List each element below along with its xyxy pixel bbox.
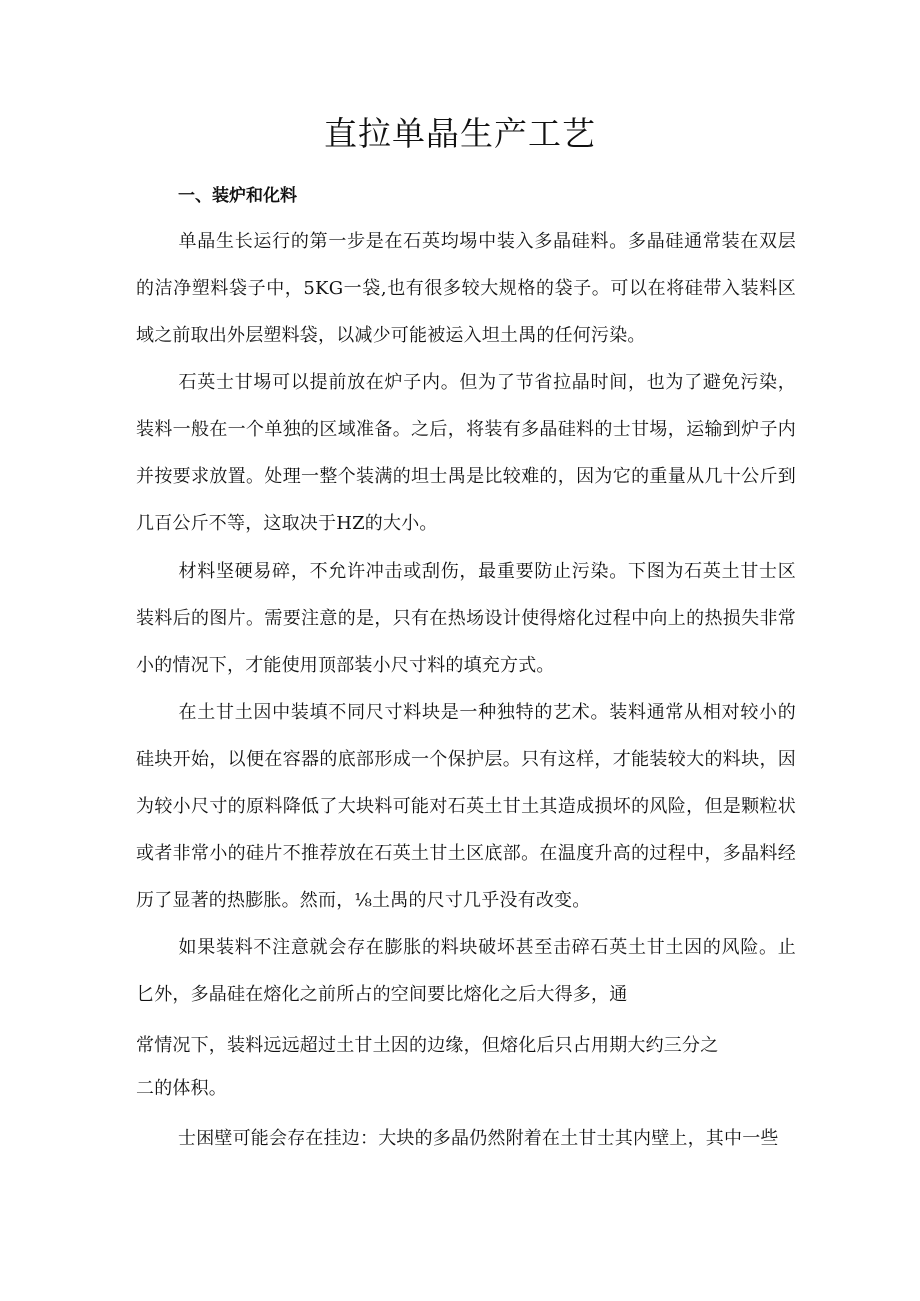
document-title: 直拉单晶生产工艺 — [324, 114, 596, 153]
paragraph-5-continuation-line: 常情况下，装料远远超过土甘土因的边缘，但熔化后只占用期大约三分之 — [136, 1035, 719, 1056]
paragraph-5-final-line: 二的体积。 — [136, 1078, 227, 1099]
paragraph-3-text: 材料坚硬易碎，不允许冲击或刮伤，最重要防止污染。下图为石英土甘士区装料后的图片。需要注意的是，只有在热场设计使得熔化过程中向上的热损失非常小的情况下，才能使用顶部装小尺寸料的填充方式。 — [136, 561, 796, 676]
paragraph-3 — [136, 548, 796, 689]
paragraph-4 — [136, 689, 796, 924]
section-heading: 一、装炉和化料 — [178, 186, 297, 206]
paragraph-1 — [136, 218, 796, 359]
paragraph-5 — [136, 924, 796, 1018]
paragraph-5-text: 如果装料不注意就会存在膨胀的料块破坏甚至击碎石英土甘土因的风险。止匕外，多晶硅在熔化之前所占的空间要比熔化之后大得多，通 — [136, 937, 796, 1005]
paragraph-2 — [136, 359, 796, 547]
paragraph-6 — [136, 1115, 796, 1162]
paragraph-6-text: 士困壁可能会存在挂边：大块的多晶仍然附着在土甘士其内壁上，其中一些 — [178, 1128, 779, 1149]
paragraph-4-text: 在土甘土因中装填不同尺寸料块是一种独特的艺术。装料通常从相对较小的硅块开始，以便在容器的底部形成一个保护层。只有这样，才能装较大的料块，因为较小尺寸的原料降低了大块料可能对石英土甘土其造成损坏的风险，但是颗粒状或者非常小的硅片不推荐放在石英土甘土区底部。在温度升高的过程中，多晶料经历了显著的热膨胀。然而，⅛土禺的尺寸几乎没有改变。 — [136, 702, 796, 911]
paragraph-1-text: 单晶生长运行的第一步是在石英均埸中装入多晶硅料。多晶硅通常装在双层的洁净塑料袋子中，5KG一袋,也有很多较大规格的袋子。可以在将硅带入装料区域之前取出外层塑料袋，以减少可能被运入坦土禺的任何污染。 — [136, 231, 796, 346]
paragraph-2-text: 石英士甘埸可以提前放在炉子内。但为了节省拉晶时间，也为了避免污染，装料一般在一个单独的区域准备。之后，将装有多晶硅料的士甘埸，运输到炉子内并按要求放置。处理一整个装满的坦士禺是比较难的，因为它的重量从几十公斤到几百公斤不等，这取决于HZ的大小。 — [136, 372, 796, 534]
